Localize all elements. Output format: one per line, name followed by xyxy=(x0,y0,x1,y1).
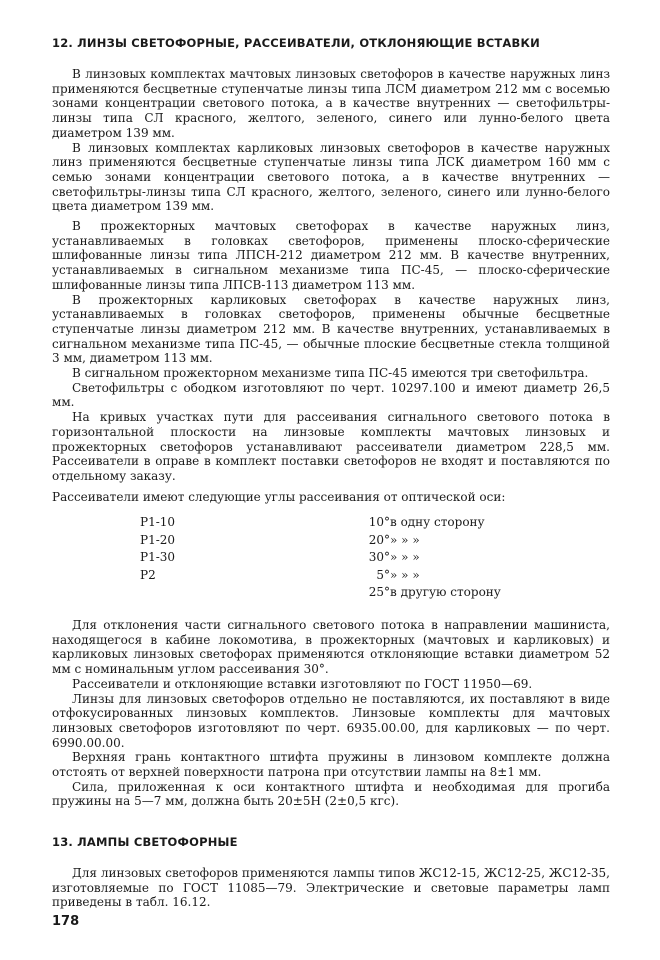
scatter-angle: 30° xyxy=(368,550,390,564)
table-row xyxy=(140,568,530,586)
section-13-heading: 13. ЛАМПЫ СВЕТОФОРНЫЕ xyxy=(52,835,238,849)
angles-intro: Рассеиватели имеют следующие углы рассеивания от оптической оси: xyxy=(52,490,506,504)
paragraph: В линзовых комплектах мачтовых линзовых светофоров в качестве наружных линз применяются бесцветные ступенчатые линзы типа ЛСМ диаметром 212 мм с восемью зонами концентрации светового потока, а в качестве внутренних — светофильтры-линзы типа СЛ красного, желтого, зеленого, синего или лунно-белого цвета диаметром 139 мм. xyxy=(52,67,610,140)
scatter-direction: в одну сторону xyxy=(390,515,485,529)
paragraph: На кривых участках пути для рассеивания сигнального светового потока в горизонтальной плоскости на линзовые комплекты мачтовых линзовых и прожекторных светофоров устанавливают рассеиватели диаметром 228,5 мм. Рассеиватели в оправе в комплект поставки светофоров не входят и поставляются по отдельному заказу. xyxy=(52,410,610,483)
diffuser-code: Р2 xyxy=(140,567,156,582)
scatter-angle: 25° xyxy=(368,585,390,599)
table-row xyxy=(140,585,530,603)
table-row xyxy=(140,533,530,551)
table-row xyxy=(140,550,530,568)
paragraph: Сила, приложенная к оси контактного штифта и необходимая для прогиба пружины на 5—7 мм, должна быть 20±5Н (2±0,5 кгс). xyxy=(52,779,610,809)
diffuser-code: Р1-20 xyxy=(140,532,176,547)
scatter-direction: » » » xyxy=(390,567,420,582)
paragraph: Для линзовых светофоров применяются лампы типов ЖС12-15, ЖС12-25, ЖС12-35, изготовляемые по ГОСТ 11085—79. Электрические и световые параметры ламп приведены в табл. 16.12. xyxy=(52,866,610,910)
diffuser-code: Р1-10 xyxy=(140,515,176,529)
diffuser-code: Р1-30 xyxy=(140,550,176,564)
diffuser-code xyxy=(140,585,354,603)
scatter-angle: 20° xyxy=(368,532,390,547)
page-number: 178 xyxy=(52,914,80,929)
section-13-text xyxy=(52,866,610,910)
paragraph: Рассеиватели и отклоняющие вставки изготовляют по ГОСТ 11950—69. xyxy=(72,676,533,691)
section-12-text xyxy=(52,67,610,484)
paragraph: Линзы для линзовых светофоров отдельно не поставляются, их поставляют в виде отфокусированных линзовых комплектов. Линзовые комплекты для мачтовых линзовых светофоров изготовляют по черт. 6935.00.00, для карликовых — по черт. 6990.00.00. xyxy=(52,691,610,750)
scatter-direction: в другую сторону xyxy=(390,585,501,599)
paragraph: В прожекторных карликовых светофорах в качестве наружных линз, устанавливаемых в головках светофоров, применены обычные бесцветные ступенчатые линзы диаметром 212 мм. В качестве внутренних, устанавливаемых в сигнальном механизме типа ПС-45, — обычные плоские бесцветные стекла толщиной 3 мм, диаметром 113 мм. xyxy=(52,292,610,366)
paragraph: Светофильтры с ободком изготовляют по черт. 10297.100 и имеют диаметр 26,5 мм. xyxy=(52,380,610,410)
paragraph: Верхняя грань контактного штифта пружины в линзовом комплекте должна отстоять от верхней поверхности патрона при отсутствии лампы на 8±1 мм. xyxy=(52,750,610,780)
scatter-angle: 10° xyxy=(368,515,390,529)
section-12-text-continued xyxy=(52,618,610,809)
section-12-heading: 12. ЛИНЗЫ СВЕТОФОРНЫЕ, РАССЕИВАТЕЛИ, ОТКЛОНЯЮЩИЕ ВСТАВКИ xyxy=(52,36,540,50)
paragraph: В линзовых комплектах карликовых линзовых светофоров в качестве наружных линз применяются бесцветные ступенчатые линзы типа ЛСК диаметром 160 мм с семью зонами концентрации светового потока, а в качестве внутренних — светофильтры-линзы типа СЛ красного, желтого, зеленого, синего или лунно-белого цвета диаметром 139 мм. xyxy=(52,140,610,214)
paragraph: В прожекторных мачтовых светофорах в качестве наружных линз, устанавливаемых в головках светофоров, применены плоско-сферические шлифованные линзы типа ЛПСН-212 диаметром 212 мм. В качестве внутренних, устанавливаемых в сигнальном механизме типа ПС-45, — плоско-сферические шлифованные линзы типа ЛПСВ-113 диаметром 113 мм. xyxy=(52,219,610,292)
paragraph: Для отклонения части сигнального светового потока в направлении машиниста, находящегося в кабине локомотива, в прожекторных (мачтовых и карликовых) и карликовых линзовых светофорах применяются отклоняющие вставки диаметром 52 мм с номинальным углом рассеивания 30°. xyxy=(52,618,610,677)
table-row xyxy=(140,515,530,533)
scatter-angles-table xyxy=(140,515,530,603)
scatter-direction: » » » xyxy=(390,550,420,564)
scatter-angle: 5° xyxy=(376,567,390,582)
paragraph: В сигнальном прожекторном механизме типа ПС-45 имеются три светофильтра. xyxy=(72,366,589,381)
scatter-direction: » » » xyxy=(390,532,420,547)
